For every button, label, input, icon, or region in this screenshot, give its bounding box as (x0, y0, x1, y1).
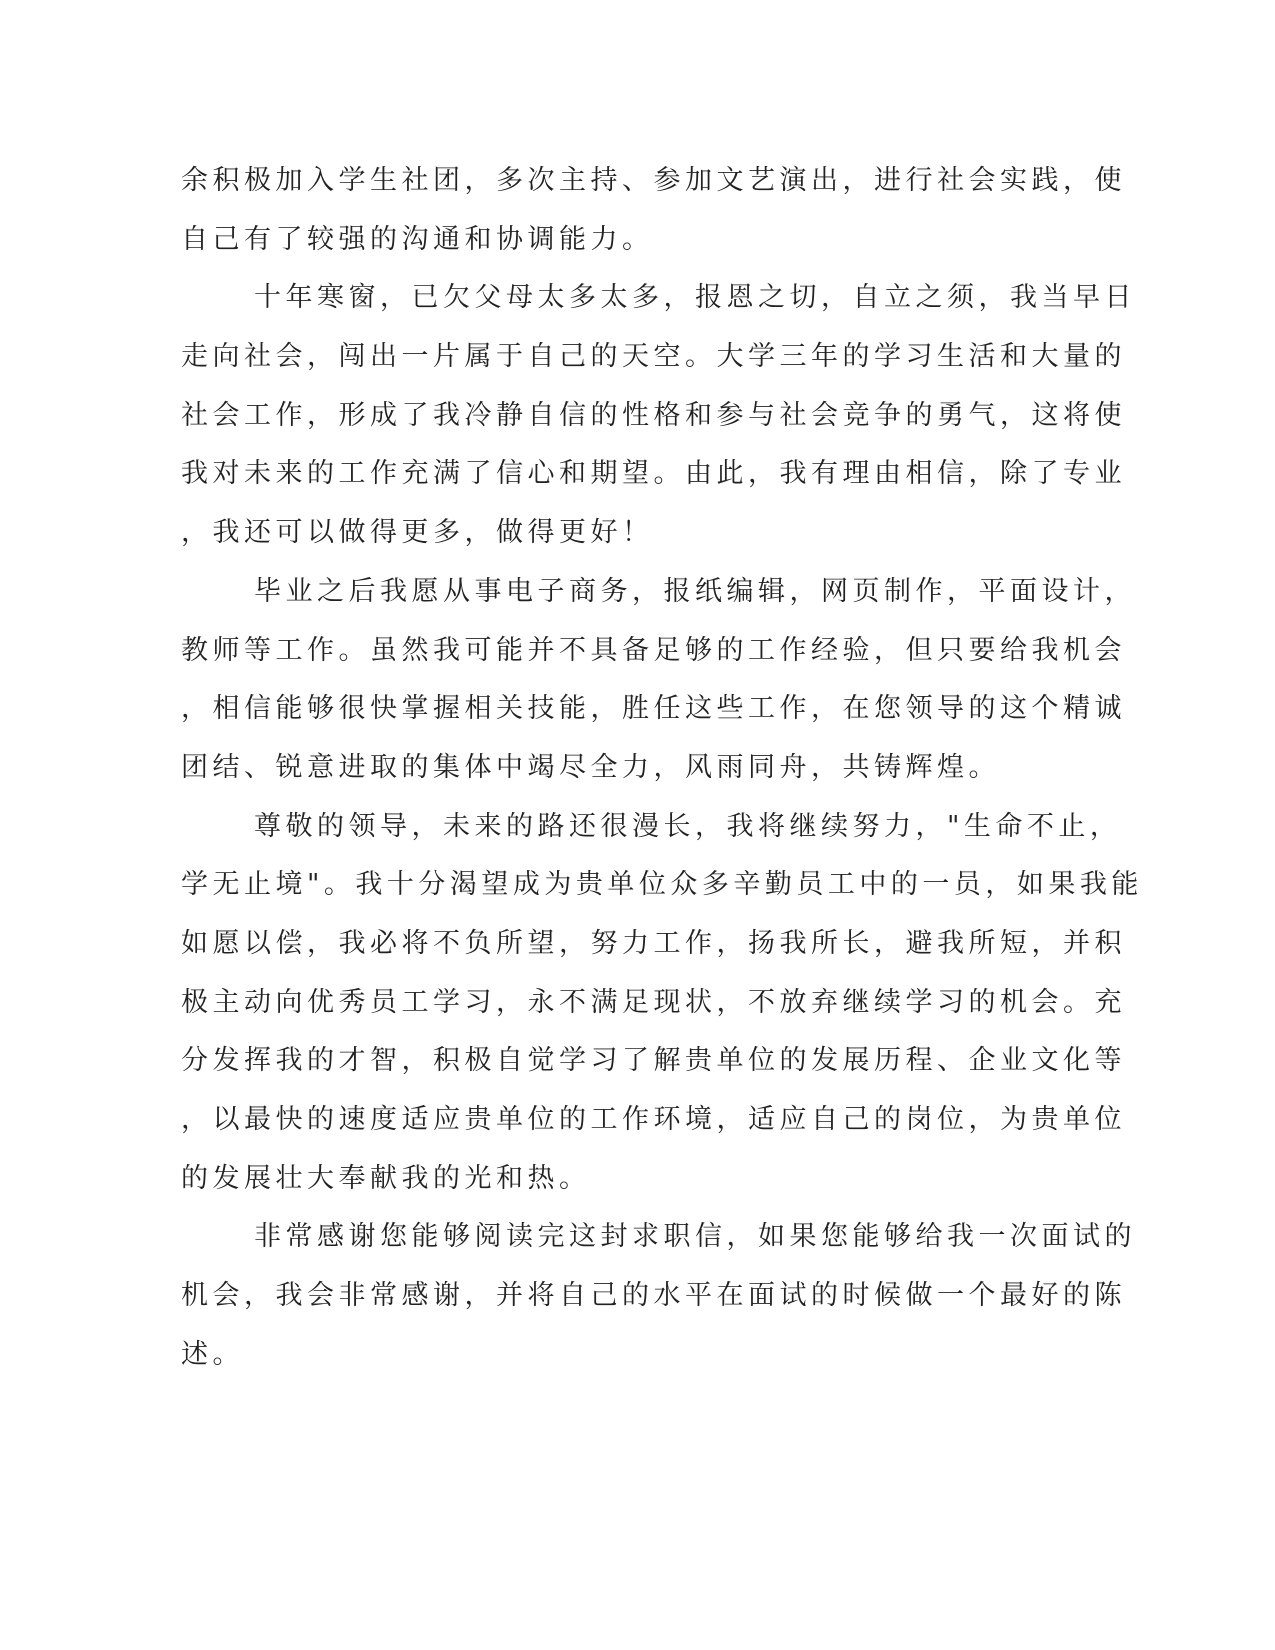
text-line: 自己有了较强的沟通和协调能力。 (181, 223, 654, 255)
text-line: 非常感谢您能够阅读完这封求职信，如果您能够给我一次面试的 (254, 1221, 1136, 1253)
text-line: 团结、锐意进取的集体中竭尽全力，风雨同舟，共铸辉煌。 (181, 751, 1000, 783)
text-line: 的发展壮大奉献我的光和热。 (181, 1162, 591, 1194)
text-line: 十年寒窗，已欠父母太多太多，报恩之切，自立之须，我当早日 (254, 282, 1136, 314)
text-line: ，我还可以做得更多，做得更好！ (181, 517, 654, 549)
text-line: 走向社会，闯出一片属于自己的天空。大学三年的学习生活和大量的 (181, 341, 1126, 373)
text-line: ，相信能够很快掌握相关技能，胜任这些工作，在您领导的这个精诚 (181, 693, 1126, 725)
text-line: 教师等工作。虽然我可能并不具备足够的工作经验，但只要给我机会 (181, 634, 1126, 666)
text-line: ，以最快的速度适应贵单位的工作环境，适应自己的岗位，为贵单位 (181, 1104, 1126, 1135)
text-line: 述。 (181, 1338, 244, 1370)
text-line: 余积极加入学生社团，多次主持、参加文艺演出，进行社会实践，使 (181, 165, 1126, 196)
text-line: 我对未来的工作充满了信心和期望。由此，我有理由相信，除了专业 (181, 458, 1126, 490)
text-line: 机会，我会非常感谢，并将自己的水平在面试的时候做一个最好的陈 (181, 1280, 1126, 1312)
text-line: 如愿以偿，我必将不负所望，努力工作，扬我所长，避我所短，并积 (181, 927, 1126, 959)
text-line: 社会工作，形成了我冷静自信的性格和参与社会竞争的勇气，这将使 (181, 399, 1126, 431)
letter-body (181, 152, 1143, 1384)
text-line: 尊敬的领导，未来的路还很漫长，我将继续努力，"生命不止， (254, 810, 1122, 842)
text-line: 分发挥我的才智，积极自觉学习了解贵单位的发展历程、企业文化等 (181, 1045, 1126, 1077)
text-line: 极主动向优秀员工学习，永不满足现状，不放弃继续学习的机会。充 (181, 986, 1126, 1018)
text-line: 毕业之后我愿从事电子商务，报纸编辑，网页制作，平面设计， (254, 575, 1136, 607)
text-line: 学无止境"。我十分渴望成为贵单位众多辛勤员工中的一员，如果我能 (181, 869, 1143, 901)
